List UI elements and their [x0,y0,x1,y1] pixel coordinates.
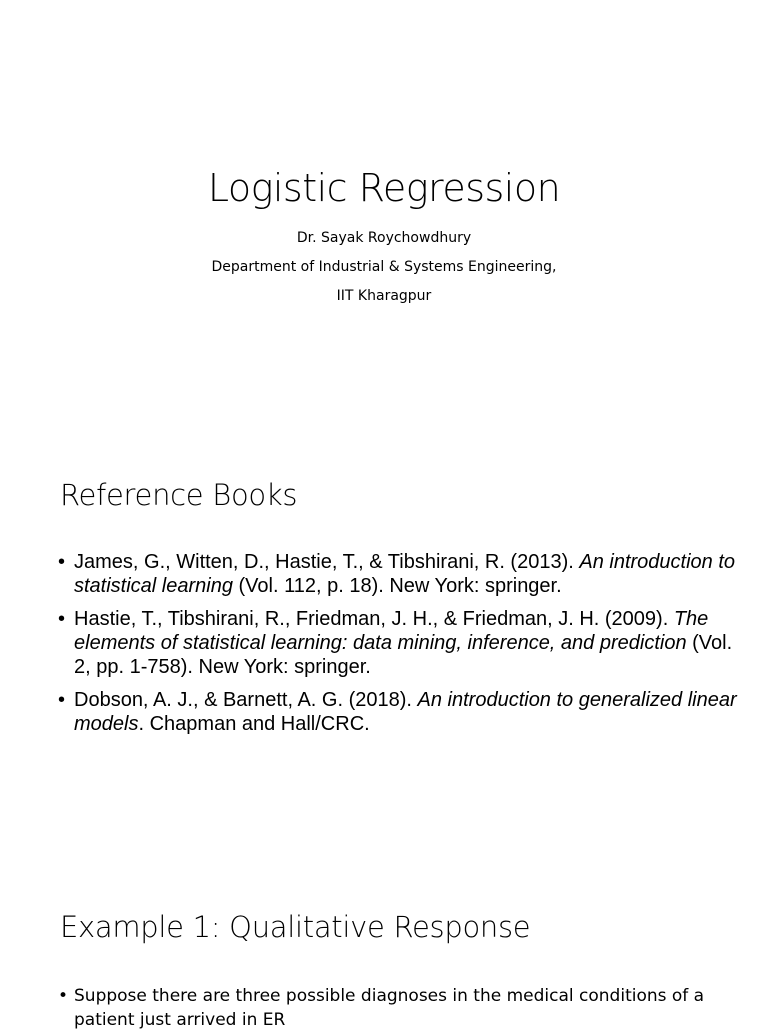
bullet-icon: • [58,551,66,573]
example-heading: Example 1: Qualitative Response [60,910,531,944]
reference-authors: Hastie, T., Tibshirani, R., Friedman, J. H., & Friedman, J. H. (2009). [74,608,674,630]
author-name: Dr. Sayak Roychowdhury [296,230,472,246]
bullet-icon: • [58,689,66,711]
reference-publication: (Vol. 2, pp. 1-758). New York: springer. [74,632,733,678]
reference-list [58,550,738,745]
reference-authors: Dobson, A. J., & Barnett, A. G. (2018). [74,689,418,711]
slide-title: Logistic Regression [207,166,561,210]
reference-publication: . Chapman and Hall/CRC. [138,713,370,735]
list-item [58,984,748,1032]
reference-item [58,607,738,679]
bullet-icon: • [58,608,66,630]
reference-publication: (Vol. 112, p. 18). New York: springer. [232,575,562,597]
example-list [58,984,748,1032]
reference-title: An introduction to statistical learning [74,551,736,597]
list-item-text: Suppose there are three possible diagnoses in the medical conditions of a patient just arrived in ER [74,986,705,1030]
references-heading: Reference Books [60,478,298,512]
title-slide [0,0,768,432]
reference-title: An introduction to generalized linear models [74,689,737,735]
reference-authors: James, G., Witten, D., Hastie, T., & Tibshirani, R. (2013). [74,551,580,573]
institution-name: IIT Kharagpur [336,288,432,304]
reference-title: The elements of statistical learning: data mining, inference, and prediction [74,608,709,654]
reference-item [58,688,738,736]
department-name: Department of Industrial & Systems Engineering, [211,259,557,275]
bullet-icon: • [58,986,69,1006]
reference-item [58,550,738,598]
